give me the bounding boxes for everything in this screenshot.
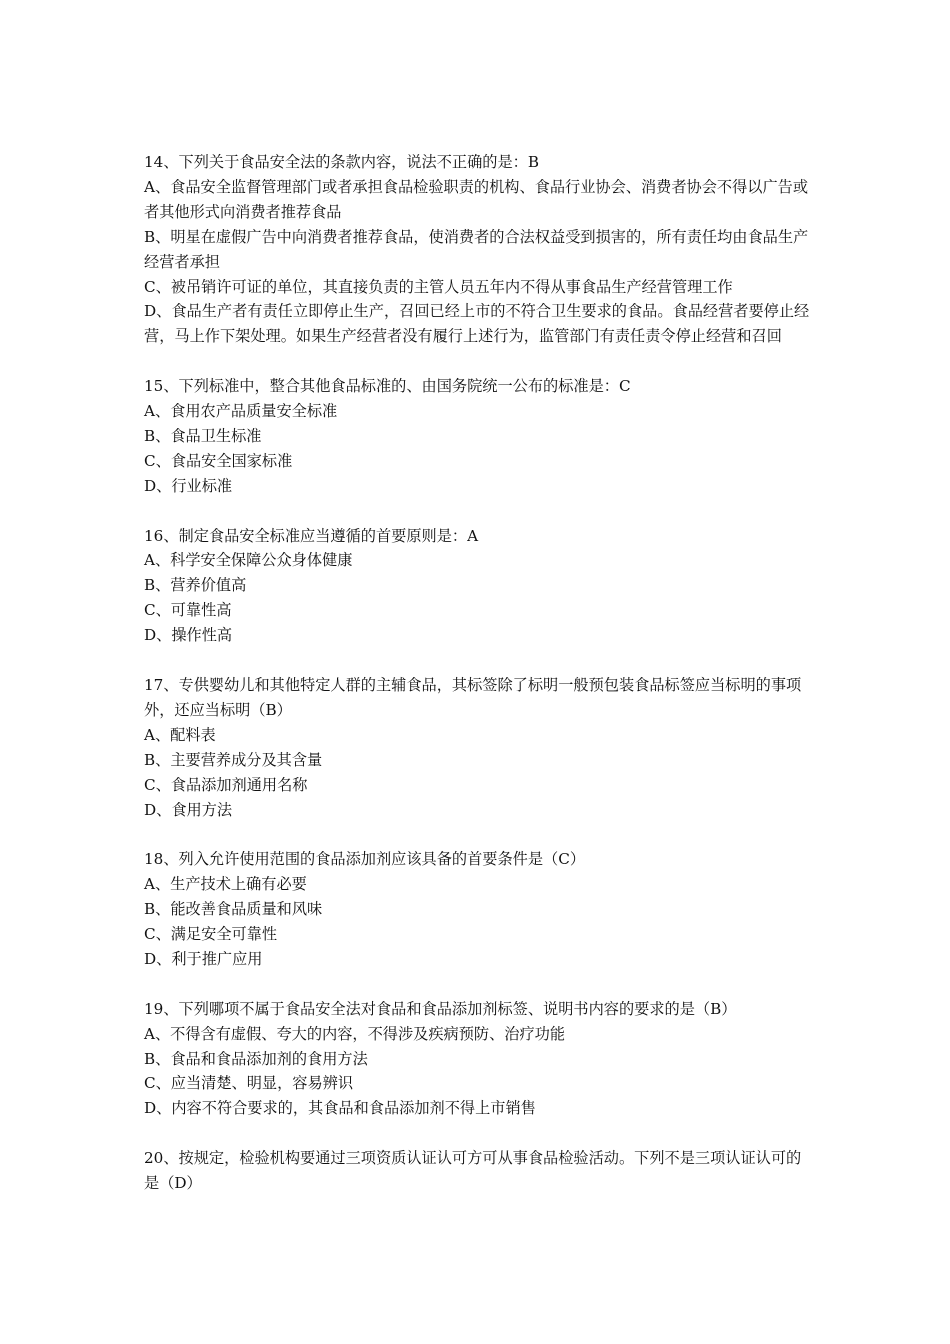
option-d: D、行业标准 <box>144 476 233 495</box>
option-d: D、操作性高 <box>144 626 233 645</box>
option-d: D、利于推广应用 <box>144 949 263 968</box>
question-15 <box>144 374 810 499</box>
question-title: 14、下列关于食品安全法的条款内容，说法不正确的是：B <box>144 153 539 171</box>
question-19 <box>144 997 810 1122</box>
option-c: C、应当清楚、明显，容易辨识 <box>144 1074 354 1093</box>
question-17 <box>144 673 810 822</box>
option-c: C、食品安全国家标准 <box>144 451 293 470</box>
question-title: 16、制定食品安全标准应当遵循的首要原则是：A <box>144 526 479 545</box>
option-d: D、食品生产者有责任立即停止生产，召回已经上市的不符合卫生要求的食品。食品经营者要停止经营，马上作下架处理。如果生产经营者没有履行上述行为，监管部门有责任责令停止经营和召回 <box>144 302 810 346</box>
option-a: A、食品安全监督管理部门或者承担食品检验职责的机构、食品行业协会、消费者协会不得以广告或者其他形式向消费者推荐食品 <box>144 177 809 221</box>
question-18 <box>144 847 810 972</box>
option-c: C、食品添加剂通用名称 <box>144 775 308 794</box>
question-title: 20、按规定，检验机构要通过三项资质认证认可方可从事食品检验活动。下列不是三项认证认可的是（D） <box>144 1149 802 1193</box>
question-16 <box>144 524 810 649</box>
option-a: A、配料表 <box>144 725 216 744</box>
question-title: 17、专供婴幼儿和其他特定人群的主辅食品，其标签除了标明一般预包装食品标签应当标明的事项外，还应当标明（B） <box>144 675 802 719</box>
option-b: B、营养价值高 <box>144 576 247 595</box>
option-c: C、可靠性高 <box>144 601 232 620</box>
question-title: 18、列入允许使用范围的食品添加剂应该具备的首要条件是（C） <box>144 850 586 869</box>
option-b: B、明星在虚假广告中向消费者推荐食品，使消费者的合法权益受到损害的，所有责任均由食品生产经营者承担 <box>144 227 809 271</box>
option-c: C、被吊销许可证的单位，其直接负责的主管人员五年内不得从事食品生产经营管理工作 <box>144 277 733 296</box>
option-c: C、满足安全可靠性 <box>144 925 278 944</box>
question-14 <box>144 150 810 349</box>
option-a: A、科学安全保障公众身体健康 <box>144 551 353 570</box>
option-a: A、生产技术上确有必要 <box>144 875 307 894</box>
option-d: D、食用方法 <box>144 800 233 819</box>
question-title: 19、下列哪项不属于食品安全法对食品和食品添加剂标签、说明书内容的要求的是（B） <box>144 999 737 1018</box>
option-b: B、能改善食品质量和风味 <box>144 900 323 919</box>
option-b: B、食品卫生标准 <box>144 426 262 445</box>
option-b: B、主要营养成分及其含量 <box>144 750 323 769</box>
question-title: 15、下列标准中，整合其他食品标准的、由国务院统一公布的标准是：C <box>144 377 631 396</box>
option-a: A、食用农产品质量安全标准 <box>144 402 338 421</box>
question-20 <box>144 1146 810 1196</box>
option-d: D、内容不符合要求的，其食品和食品添加剂不得上市销售 <box>144 1099 536 1118</box>
document-page <box>144 150 810 1221</box>
option-a: A、不得含有虚假、夸大的内容，不得涉及疾病预防、治疗功能 <box>144 1024 566 1043</box>
option-b: B、食品和食品添加剂的食用方法 <box>144 1049 368 1068</box>
